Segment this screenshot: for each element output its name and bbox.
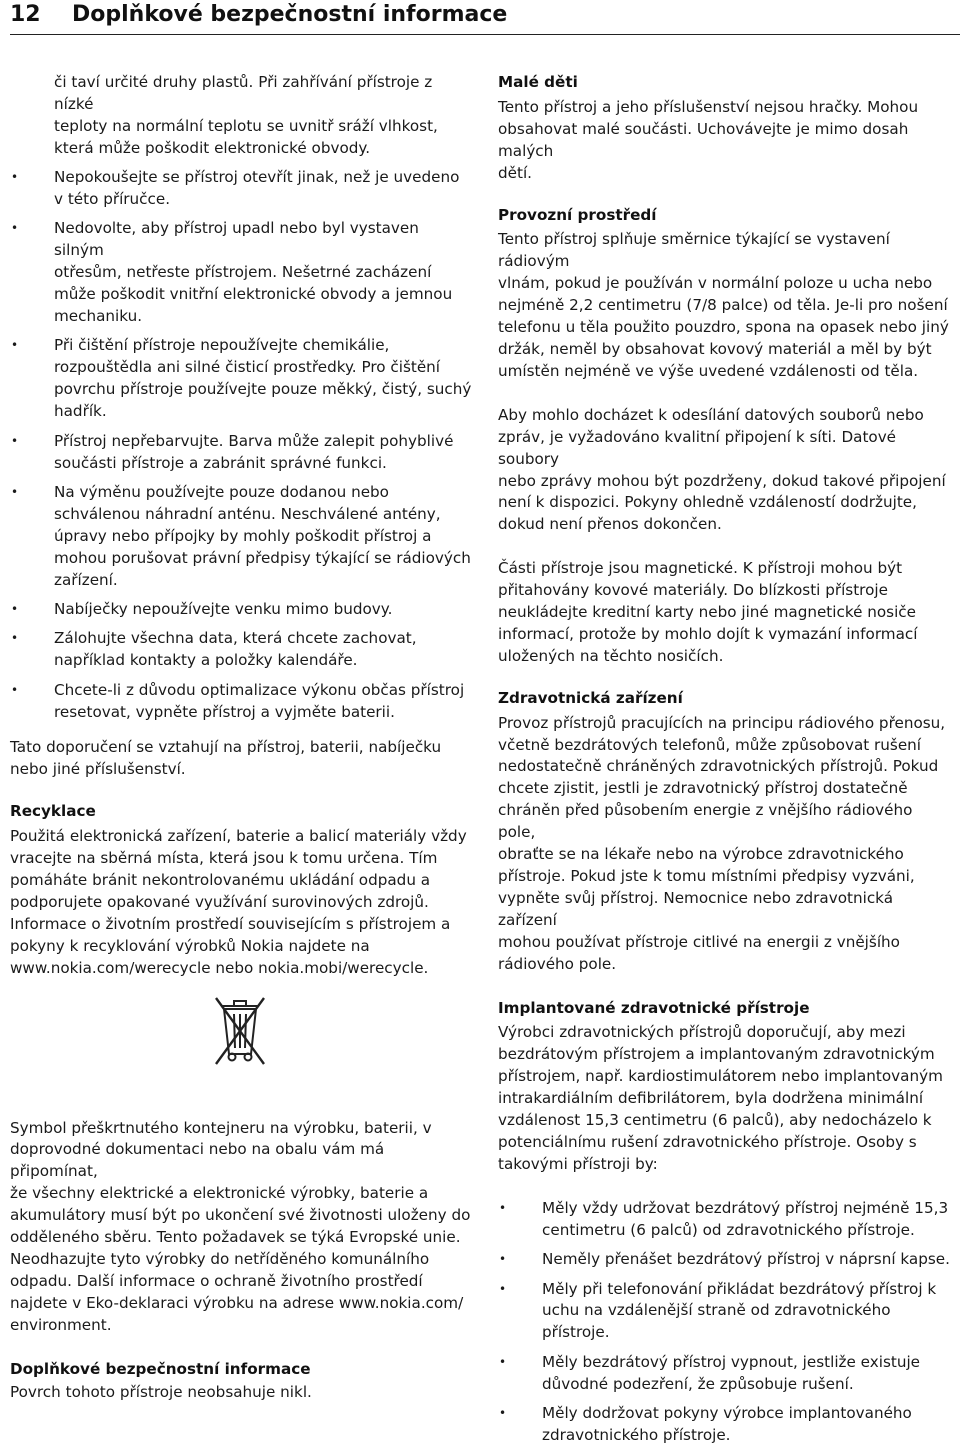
implant-heading: Implantované zdravotnické přístroje xyxy=(498,998,810,1017)
bullet-icon: • xyxy=(11,170,19,185)
list-item: • Chcete-li z důvodu optimalizace výkonu občas přístroj resetovat, vypněte přístroj a vyjměte baterii. xyxy=(11,680,465,721)
recycle-heading: Recyklace xyxy=(10,802,96,821)
bullet-icon: • xyxy=(11,631,19,646)
environment-heading: Provozní prostředí xyxy=(498,205,657,224)
bullet-icon: • xyxy=(11,682,19,697)
bullet-icon: • xyxy=(11,601,19,616)
list-item: • Měly vždy udržovat bezdrátový přístroj nejméně 15,3 centimetru (6 palců) od zdravotnického přístroje. xyxy=(499,1198,949,1239)
page-number: 12 xyxy=(10,2,41,27)
text-line: teploty na normální teplotu se uvnitř sráží vlhkost, xyxy=(54,116,438,135)
data-transfer-paragraph: Aby mohlo docházet k odesílání datových souborů nebo zpráv, je vyžadováno kvalitní připojení k síti. Datové soubory nebo zprávy mohou být pozdrženy, dokud takové připojení není k dispozici. Pokyny ohledně vzdáleností dodržujte, dokud není přenos dokončen. xyxy=(498,405,946,534)
bullet-icon: • xyxy=(499,1354,507,1369)
bullet-icon: • xyxy=(11,484,19,499)
implant-bullet-list xyxy=(498,1198,950,1447)
list-item: • Přístroj nepřebarvujte. Barva může zalepit pohyblivé součásti přístroje a zabránit správné funkci. xyxy=(11,431,454,472)
page-header xyxy=(10,0,960,35)
bullet-icon: • xyxy=(499,1406,507,1421)
applies-paragraph: Tato doporučení se vztahují na přístroj, baterii, nabíječku nebo jiné příslušenství. xyxy=(10,738,442,779)
list-item: • Nedovolte, aby přístroj upadl nebo byl vystaven silným otřesům, netřeste přístrojem. Nešetrné zacházení může poškodit vnitřní elektronické obvody a jemnou mechaniku. xyxy=(11,219,453,326)
list-item: • Měly při telefonování přikládat bezdrátový přístroj k uchu na vzdálenější straně od zdravotnického přístroje. xyxy=(499,1279,937,1342)
bullet-icon: • xyxy=(11,221,19,236)
environment-paragraph: Tento přístroj splňuje směrnice týkající se vystavení rádiovým vlnám, pokud je používán v normální poloze u ucha nebo nejméně 2,2 centimetru (7/8 palce) od těla. Je-li pro nošení telefonu u těla použito pouzdro, spona na opasek nebo jiný držák, neměl by obsahovat kovový materiál a měl by být umístěn nejméně ve výše uvedené vzdálenosti od těla. xyxy=(498,230,949,380)
bullet-icon: • xyxy=(499,1281,507,1296)
bullet-icon: • xyxy=(11,338,19,353)
crossed-out-wheelie-bin-icon xyxy=(210,994,270,1066)
symbol-paragraph: Symbol přeškrtnutého kontejneru na výrobku, baterii, v doprovodné dokumentaci nebo na obalu vám má připomínat, že všechny elektrické a elektronické výrobky, baterie a akumulátory musí být po ukončení své životnosti uloženy do odděleného sběru. Tento požadavek se týká Evropské unie. Neodhazujte tyto výrobky do netříděného komunálního odpadu. Další informace o ochraně životního prostředí najdete v Eko-deklaraci výrobku na adrese www.nokia.com/ environment. xyxy=(10,1118,471,1334)
text-line: či taví určité druhy plastů. Při zahřívání přístroje z nízké xyxy=(54,73,433,113)
bullet-icon: • xyxy=(499,1200,507,1215)
implant-paragraph: Výrobci zdravotnických přístrojů doporučují, aby mezi bezdrátovým přístrojem a implantovaným zdravotnickým přístrojem, např. kardiostimulátorem nebo implantovaným intrakardiálním defibrilátorem, byla dodržena minimální vzdálenost 15,3 centimetru (6 palců), aby nedocházelo k potenciálnímu rušení zdravotnického přístroje. Osoby s takovými přístroji by: xyxy=(498,1023,943,1173)
magnetic-paragraph: Části přístroje jsou magnetické. K přístroji mohou být přitahovány kovové materiály. Do blízkosti přístroje neukládejte kreditní karty nebo jiné magnetické nosiče informací, protože by mohlo dojít k vymazání informací uložených na těchto nosičích. xyxy=(498,559,918,665)
bullet-icon: • xyxy=(11,433,19,448)
list-item: • Na výměnu používejte pouze dodanou nebo schválenou náhradní anténu. Neschválené antény, úpravy nebo přípojky by mohly poškodit přístroj a mohou porušovat právní předpisy týkající se rádiových zařízení. xyxy=(11,482,471,589)
care-bullet-list xyxy=(10,167,472,723)
intro-paragraph xyxy=(10,72,472,160)
list-item: • Při čištění přístroje nepoužívejte chemikálie, rozpouštědla ani silné čisticí prostředky. Pro čištění povrchu přístroje používejte pouze měkký, čistý, suchý hadřík. xyxy=(11,336,472,421)
text-line: která může poškodit elektronické obvody. xyxy=(54,138,371,157)
bullet-icon: • xyxy=(499,1252,507,1267)
page-title: Doplňkové bezpečnostní informace xyxy=(72,2,508,27)
list-item: • Měly dodržovat pokyny výrobce implantovaného zdravotnického přístroje. xyxy=(499,1404,912,1444)
children-heading: Malé děti xyxy=(498,73,578,91)
list-item: • Zálohujte všechna data, která chcete zachovat, například kontakty a položky kalendáře. xyxy=(11,629,417,670)
list-item: • Nabíječky nepoužívejte venku mimo budovy. xyxy=(10,599,472,621)
right-column xyxy=(498,72,950,1454)
medical-paragraph: Provoz přístrojů pracujících na principu rádiového přenosu, včetně bezdrátových telefonů, může způsobovat rušení nedostatečně chráněných zdravotnických přístrojů. Pokud chcete zjistit, jestli je zdravotnický přístroj dostatečně chráněn před působením energie z vnějšího rádiového pole, obraťte se na lékaře nebo na výrobce zdravotnického přístroje. Pokud jste k tomu místními předpisy vyzváni, vypněte svůj přístroj. Nemocnice nebo zdravotnická zařízení mohou používat přístroje citlivé na energii z vnějšího rádiového pole. xyxy=(498,713,946,973)
recycle-paragraph: Použitá elektronická zařízení, baterie a balicí materiály vždy vracejte na sběrná místa, která jsou k tomu určena. Tím pomáháte bránit nekontrolovanému ukládání odpadu a podporujete opakované využívání surovinových zdrojů. Informace o životním prostředí souvisejícím s přístrojem a pokyny k recyklování výrobků Nokia najdete na www.nokia.com/werecycle nebo nokia.mobi/werecycle. xyxy=(10,827,467,977)
nickel-paragraph: Povrch tohoto přístroje neobsahuje nikl. xyxy=(10,1382,312,1401)
list-item: • Měly bezdrátový přístroj vypnout, jestliže existuje důvodné podezření, že způsobuje rušení. xyxy=(499,1352,921,1393)
list-item: • Nepokoušejte se přístroj otevřít jinak, než je uvedeno v této příručce. xyxy=(11,168,460,209)
left-column xyxy=(10,72,472,1403)
extra-safety-heading: Doplňkové bezpečnostní informace xyxy=(10,1359,311,1378)
medical-heading: Zdravotnická zařízení xyxy=(498,688,683,707)
list-item: • Neměly přenášet bezdrátový přístroj v náprsní kapse. xyxy=(498,1249,950,1271)
children-paragraph: Tento přístroj a jeho příslušenství nejsou hračky. Mohou obsahovat malé součásti. Uchovávejte je mimo dosah malých dětí. xyxy=(498,97,919,182)
